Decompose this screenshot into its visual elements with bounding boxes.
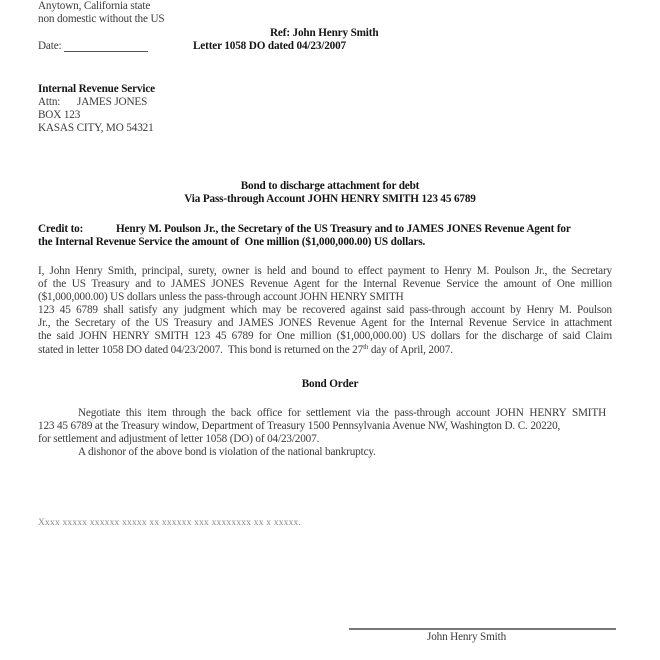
body-line: Jr., the Secretary of the US Treasury and JAMES JONES Revenue Agent for the Internal Revenue Service in attachment [38, 317, 612, 329]
recipient-attn-label: Attn: [38, 96, 61, 108]
credit-label: Credit to: [38, 223, 84, 235]
recipient-city: KASAS CITY, MO 54321 [38, 122, 154, 134]
body-line: I, John Henry Smith, principal, surety, owner is held and bound to effect payment to Henry M. Poulson Jr., the Secretary [38, 265, 612, 277]
signature-line[interactable] [349, 628, 616, 630]
bond-order-line: for settlement and adjustment of letter 1058 (DO) of 04/23/2007. [38, 433, 320, 445]
date-blank-line[interactable] [64, 51, 148, 52]
body-line: of the US Treasury and to JAMES JONES Revenue Agent for the Internal Revenue Service the amount of One million [38, 278, 612, 290]
body-line: the said JOHN HENRY SMITH 123 45 6789 for One million ($1,000,000.00) US dollars for the discharge of said Claim [38, 330, 612, 342]
sender-address-line-2: non domestic without the US [38, 13, 165, 25]
redacted-text: Xxxx xxxxx xxxxxx xxxxx xx xxxxxx xxx xxxxxxxx xx x xxxxx. [38, 518, 302, 528]
signature-name: John Henry Smith [427, 631, 507, 643]
credit-line-2: the Internal Revenue Service the amount of One million ($1,000,000.00) US dollars. [38, 236, 426, 248]
date-label: Date: [38, 40, 62, 52]
document-title-line-2: Via Pass-through Account JOHN HENRY SMITH 123 45 6789 [184, 193, 476, 205]
recipient-org: Internal Revenue Service [38, 83, 155, 95]
document-title-line-1: Bond to discharge attachment for debt [240, 180, 420, 192]
body-line: 123 45 6789 shall satisfy any judgment which may be recovered against said pass-through account by Henry M. Poulson [38, 304, 612, 316]
bond-order-line: 123 45 6789 at the Treasury window, Department of Treasury 1500 Pennsylvania Avenue NW, Washington D. C. 20220, [38, 420, 561, 432]
body-last-line-suffix: day of April, 2007. [368, 344, 453, 356]
bond-order-line: Negotiate this item through the back office for settlement via the pass-through account JOHN HENRY SMITH [78, 407, 606, 419]
bond-order-line: A dishonor of the above bond is violation of the national bankruptcy. [78, 446, 376, 458]
recipient-box: BOX 123 [38, 109, 81, 121]
recipient-attn-name: JAMES JONES [77, 96, 148, 108]
letter-reference-line: Letter 1058 DO dated 04/23/2007 [193, 40, 346, 52]
sender-address-line-1: Anytown, California state [38, 0, 151, 12]
credit-line-1: Henry M. Poulson Jr., the Secretary of the US Treasury and to JAMES JONES Revenue Agent for [116, 223, 571, 235]
ordinal-suffix: th [363, 343, 369, 351]
reference-line: Ref: John Henry Smith [270, 27, 379, 39]
body-last-line [38, 344, 453, 357]
body-line: ($1,000,000.00) US dollars unless the pass-through account JOHN HENRY SMITH [38, 291, 404, 303]
bond-order-heading: Bond Order [301, 378, 359, 390]
body-last-line-prefix: stated in letter 1058 DO dated 04/23/2007. This bond is returned on the 27 [38, 344, 364, 356]
